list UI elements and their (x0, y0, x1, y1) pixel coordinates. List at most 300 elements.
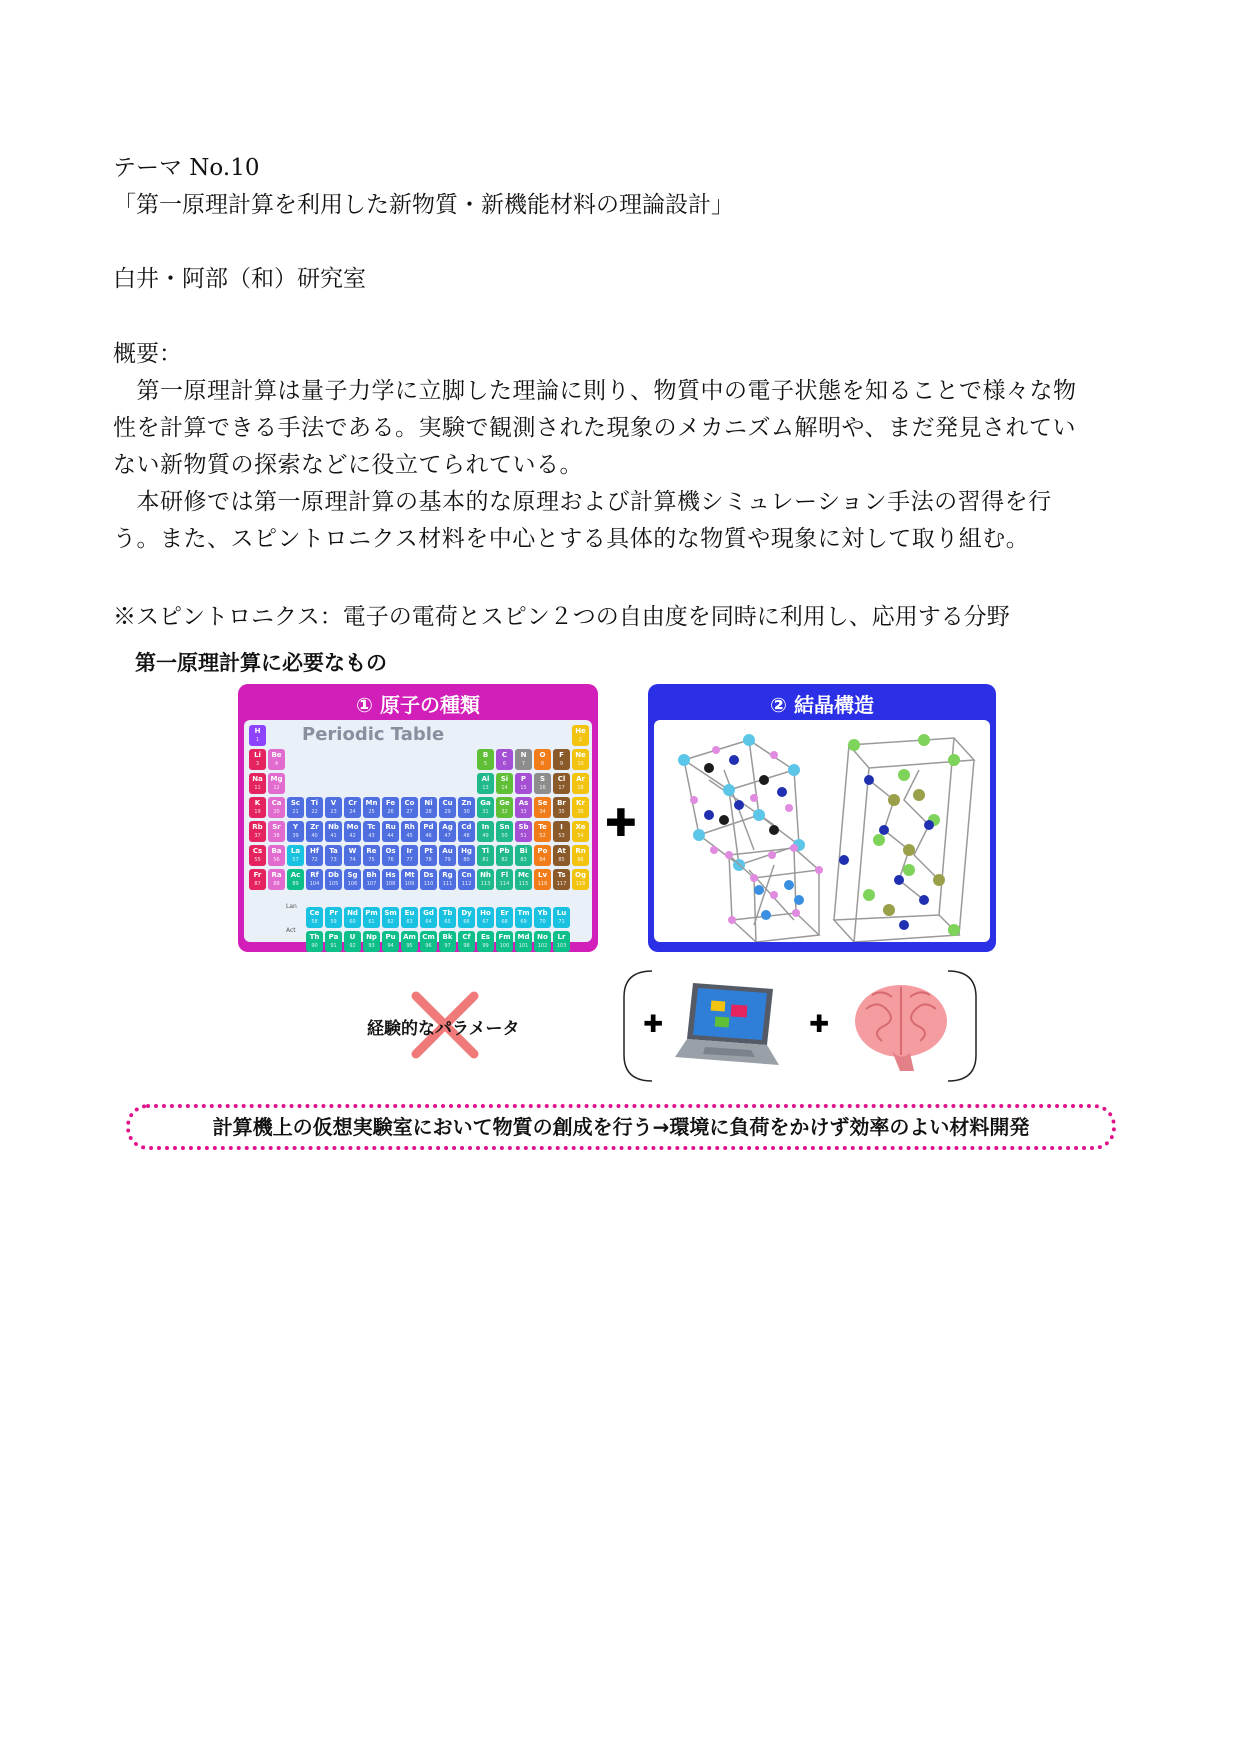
element-cell (553, 821, 570, 842)
element-cell (363, 907, 380, 928)
element-cell (287, 845, 304, 866)
element-symbol: Sr (272, 823, 281, 831)
element-symbol: Mn (365, 799, 378, 807)
element-cell (401, 931, 418, 952)
element-number: 79 (444, 857, 451, 863)
element-number: 55 (254, 857, 261, 863)
element-cell (325, 869, 342, 890)
element-symbol: No (537, 933, 548, 941)
element-symbol: Rf (310, 871, 319, 879)
element-symbol: Te (538, 823, 547, 831)
element-cell (439, 869, 456, 890)
element-symbol: P (520, 775, 527, 783)
element-symbol: Ge (499, 799, 510, 807)
summary-body (113, 373, 1077, 558)
element-cell (553, 845, 570, 866)
element-cell (344, 869, 361, 890)
element-number: 69 (520, 919, 527, 925)
element-symbol: Ba (271, 847, 282, 855)
element-number: 44 (387, 833, 394, 839)
element-symbol: Ir (406, 847, 413, 855)
element-cell (515, 797, 532, 818)
element-symbol: Cu (442, 799, 453, 807)
element-number: 54 (577, 833, 584, 839)
element-number: 49 (482, 833, 489, 839)
element-number: 53 (558, 833, 565, 839)
element-number: 100 (499, 943, 510, 949)
element-cell (268, 773, 285, 794)
element-number: 50 (501, 833, 508, 839)
plus-icon: ✚ (605, 801, 637, 845)
element-cell (382, 931, 399, 952)
element-symbol: Ra (271, 871, 282, 879)
element-number: 16 (539, 785, 546, 791)
element-cell (572, 869, 589, 890)
crystal-structure-images (654, 720, 990, 942)
laptop-icon (675, 979, 783, 1071)
element-number: 47 (444, 833, 451, 839)
element-cell (477, 845, 494, 866)
element-cell (325, 845, 342, 866)
element-symbol: Sn (499, 823, 510, 831)
element-symbol: At (557, 847, 566, 855)
conclusion-box (126, 1104, 1116, 1150)
element-cell (496, 845, 513, 866)
element-symbol: Mc (517, 871, 530, 879)
element-number: 61 (368, 919, 375, 925)
element-cell (553, 749, 570, 770)
element-number: 99 (482, 943, 489, 949)
element-symbol: Br (557, 799, 566, 807)
element-number: 41 (330, 833, 337, 839)
element-number: 92 (349, 943, 356, 949)
element-number: 105 (328, 881, 339, 887)
element-number: 94 (387, 943, 394, 949)
element-symbol: Cs (252, 847, 263, 855)
element-number: 118 (575, 881, 586, 887)
element-cell (268, 845, 285, 866)
element-cell (363, 821, 380, 842)
element-cell (553, 773, 570, 794)
element-cell (249, 773, 266, 794)
lab-name: 白井・阿部（和）研究室 (113, 266, 366, 292)
summary-line: う。また、スピントロニクス材料を中心とする具体的な物質や現象に対して取り組む。 (113, 526, 1030, 552)
element-number: 40 (311, 833, 318, 839)
element-symbol: Ni (424, 799, 433, 807)
element-number: 31 (482, 809, 489, 815)
element-number: 4 (274, 761, 279, 767)
element-cell (344, 845, 361, 866)
element-cell (534, 869, 551, 890)
element-cell (515, 907, 532, 928)
element-number: 58 (311, 919, 318, 925)
element-symbol: Fm (498, 933, 511, 941)
element-number: 37 (254, 833, 261, 839)
element-cell (382, 869, 399, 890)
element-symbol: Zr (310, 823, 319, 831)
element-symbol: Hs (385, 871, 396, 879)
element-symbol: S (539, 775, 546, 783)
element-number: 73 (330, 857, 337, 863)
element-symbol: U (349, 933, 356, 941)
element-symbol: Pu (385, 933, 396, 941)
element-symbol: W (348, 847, 357, 855)
element-symbol: Pm (365, 909, 378, 917)
element-cell (477, 907, 494, 928)
element-cell (439, 907, 456, 928)
element-cell (325, 821, 342, 842)
element-symbol: Kr (576, 799, 585, 807)
plus-icon: ✚ (643, 1010, 664, 1038)
element-symbol: Ag (442, 823, 453, 831)
element-number: 28 (425, 809, 432, 815)
element-number: 74 (349, 857, 356, 863)
element-number: 2 (578, 737, 583, 743)
element-cell (439, 931, 456, 952)
element-symbol: H (254, 727, 261, 735)
element-cell (268, 821, 285, 842)
element-symbol: O (539, 751, 546, 759)
element-number: 96 (425, 943, 432, 949)
element-cell (534, 749, 551, 770)
element-cell (458, 821, 475, 842)
element-number: 103 (556, 943, 567, 949)
element-number: 97 (444, 943, 451, 949)
element-symbol: Th (309, 933, 320, 941)
element-cell (534, 845, 551, 866)
element-number: 20 (273, 809, 280, 815)
element-cell (268, 869, 285, 890)
element-symbol: Cr (348, 799, 357, 807)
element-symbol: Dy (461, 909, 472, 917)
element-symbol: Es (481, 933, 490, 941)
element-symbol: Gd (423, 909, 434, 917)
element-cell (420, 797, 437, 818)
element-number: 63 (406, 919, 413, 925)
element-number: 52 (539, 833, 546, 839)
document-title: 「第一原理計算を利用した新物質・新機能材料の理論設計」 (113, 192, 734, 218)
element-symbol: C (501, 751, 508, 759)
element-number: 24 (349, 809, 356, 815)
element-number: 111 (442, 881, 453, 887)
element-number: 70 (539, 919, 546, 925)
element-cell (458, 797, 475, 818)
element-cell (458, 845, 475, 866)
element-cell (439, 845, 456, 866)
element-number: 19 (254, 809, 261, 815)
element-number: 15 (520, 785, 527, 791)
element-number: 87 (254, 881, 261, 887)
computer-and-brain-group (620, 967, 980, 1085)
element-cell (325, 797, 342, 818)
element-symbol: Lr (557, 933, 566, 941)
element-symbol: In (481, 823, 490, 831)
summary-line: 第一原理計算は量子力学に立脚した理論に則り、物質中の電子状態を知ることで様々な物 (113, 378, 1077, 404)
element-cell (420, 931, 437, 952)
element-number: 38 (273, 833, 280, 839)
atom-types-panel-title: ① 原子の種類 (356, 693, 480, 717)
summary-line: 性を計算できる手法である。実験で観測された現象のメカニズム解明や、まだ発見されてい (113, 415, 1077, 441)
element-symbol: Ts (557, 871, 566, 879)
figure-heading: 第一原理計算に必要なもの (135, 651, 387, 675)
element-cell (401, 821, 418, 842)
element-cell (477, 749, 494, 770)
element-number: 27 (406, 809, 413, 815)
element-cell (458, 907, 475, 928)
element-cell (249, 845, 266, 866)
element-symbol: Tb (442, 909, 453, 917)
element-symbol: Po (537, 847, 548, 855)
element-cell (439, 821, 456, 842)
element-symbol: Zn (461, 799, 472, 807)
periodic-table (244, 720, 592, 949)
element-cell (477, 931, 494, 952)
element-cell (325, 931, 342, 952)
element-number: 36 (577, 809, 584, 815)
summary-heading: 概要： (113, 341, 182, 367)
element-cell (572, 725, 589, 746)
element-number: 66 (463, 919, 470, 925)
element-number: 35 (558, 809, 565, 815)
crystal-lattice-icon (654, 720, 990, 942)
element-symbol: Nb (328, 823, 339, 831)
element-symbol: Ds (423, 871, 434, 879)
element-number: 46 (425, 833, 432, 839)
element-symbol: V (330, 799, 337, 807)
element-cell (325, 907, 342, 928)
element-number: 33 (520, 809, 527, 815)
element-symbol: Rb (252, 823, 263, 831)
element-number: 42 (349, 833, 356, 839)
element-cell (344, 907, 361, 928)
element-number: 11 (254, 785, 261, 791)
element-symbol: Pb (499, 847, 510, 855)
element-symbol: Fe (385, 799, 396, 807)
element-number: 51 (520, 833, 527, 839)
element-number: 107 (366, 881, 377, 887)
element-number: 89 (292, 881, 299, 887)
crystal-structure-panel (648, 684, 996, 952)
element-symbol: Ac (290, 871, 301, 879)
element-number: 1 (255, 737, 260, 743)
element-cell (439, 797, 456, 818)
element-cell (306, 821, 323, 842)
element-cell (363, 931, 380, 952)
element-cell (344, 931, 361, 952)
element-cell (306, 907, 323, 928)
element-number: 110 (423, 881, 434, 887)
element-symbol: Se (537, 799, 548, 807)
element-cell (553, 797, 570, 818)
element-number: 91 (330, 943, 337, 949)
element-cell (268, 749, 285, 770)
element-symbol: Na (252, 775, 263, 783)
element-cell (287, 797, 304, 818)
element-cell (458, 869, 475, 890)
element-cell (306, 869, 323, 890)
plus-icon: ✚ (809, 1010, 830, 1038)
element-symbol: Y (292, 823, 299, 831)
element-number: 104 (309, 881, 320, 887)
element-number: 75 (368, 857, 375, 863)
element-cell (534, 821, 551, 842)
element-symbol: Mg (270, 775, 283, 783)
element-cell (306, 845, 323, 866)
element-cell (420, 821, 437, 842)
lanthanide-label: Lan (286, 903, 297, 910)
element-number: 56 (273, 857, 280, 863)
element-symbol: F (559, 751, 564, 759)
element-cell (477, 869, 494, 890)
element-cell (287, 869, 304, 890)
element-number: 26 (387, 809, 394, 815)
element-number: 48 (463, 833, 470, 839)
element-cell (572, 845, 589, 866)
element-number: 71 (558, 919, 565, 925)
element-number: 85 (558, 857, 565, 863)
element-symbol: K (254, 799, 261, 807)
element-symbol: Pt (424, 847, 433, 855)
element-cell (515, 931, 532, 952)
element-cell (363, 797, 380, 818)
element-number: 82 (501, 857, 508, 863)
element-symbol: Rn (575, 847, 586, 855)
element-symbol: Co (404, 799, 415, 807)
element-number: 109 (404, 881, 415, 887)
element-symbol: Os (385, 847, 396, 855)
element-symbol: Sb (518, 823, 529, 831)
element-symbol: Fl (500, 871, 509, 879)
element-number: 6 (502, 761, 507, 767)
element-number: 112 (461, 881, 472, 887)
element-number: 102 (537, 943, 548, 949)
element-cell (306, 931, 323, 952)
element-cell (515, 821, 532, 842)
summary-line: 本研修では第一原理計算の基本的な原理および計算機シミュレーション手法の習得を行 (113, 489, 1052, 515)
element-number: 116 (537, 881, 548, 887)
element-cell (515, 773, 532, 794)
element-symbol: Al (481, 775, 490, 783)
element-cell (401, 907, 418, 928)
element-symbol: Fr (253, 871, 262, 879)
element-number: 117 (556, 881, 567, 887)
element-symbol: Cf (462, 933, 471, 941)
element-symbol: Ho (480, 909, 491, 917)
element-cell (249, 725, 266, 746)
element-number: 86 (577, 857, 584, 863)
element-symbol: Ga (480, 799, 491, 807)
element-number: 67 (482, 919, 489, 925)
element-symbol: Tc (367, 823, 376, 831)
element-number: 95 (406, 943, 413, 949)
element-number: 14 (501, 785, 508, 791)
element-number: 22 (311, 809, 318, 815)
element-cell (344, 821, 361, 842)
element-cell (496, 869, 513, 890)
element-cell (553, 907, 570, 928)
element-symbol: N (520, 751, 527, 759)
summary-line: ない新物質の探索などに役立てられている。 (113, 452, 583, 478)
element-number: 84 (539, 857, 546, 863)
element-cell (287, 821, 304, 842)
crystal-structure-panel-title: ② 結晶構造 (770, 693, 874, 717)
element-cell (401, 845, 418, 866)
element-number: 34 (539, 809, 546, 815)
element-cell (420, 907, 437, 928)
element-cell (553, 931, 570, 952)
element-symbol: La (290, 847, 301, 855)
element-symbol: Lu (556, 909, 567, 917)
element-symbol: Sm (384, 909, 397, 917)
element-symbol: Ne (575, 751, 586, 759)
element-cell (249, 797, 266, 818)
element-symbol: Be (271, 751, 282, 759)
element-number: 60 (349, 919, 356, 925)
element-symbol: Li (254, 751, 261, 759)
element-cell (515, 749, 532, 770)
element-cell (363, 845, 380, 866)
element-cell (420, 869, 437, 890)
element-cell (534, 797, 551, 818)
element-number: 115 (518, 881, 529, 887)
element-number: 21 (292, 809, 299, 815)
element-symbol: Np (366, 933, 377, 941)
element-symbol: Sg (347, 871, 358, 879)
element-symbol: Au (442, 847, 453, 855)
element-cell (420, 845, 437, 866)
element-cell (496, 931, 513, 952)
element-symbol: Si (500, 775, 509, 783)
element-cell (363, 869, 380, 890)
element-number: 29 (444, 809, 451, 815)
element-number: 5 (483, 761, 488, 767)
element-symbol: Rh (404, 823, 415, 831)
element-number: 68 (501, 919, 508, 925)
element-symbol: Og (575, 871, 586, 879)
element-cell (382, 797, 399, 818)
element-number: 108 (385, 881, 396, 887)
element-number: 12 (273, 785, 280, 791)
element-symbol: B (482, 751, 489, 759)
element-symbol: Bi (519, 847, 528, 855)
element-symbol: Ar (576, 775, 585, 783)
element-number: 106 (347, 881, 358, 887)
element-symbol: Mt (404, 871, 415, 879)
element-number: 9 (559, 761, 564, 767)
atom-types-panel (238, 684, 598, 952)
element-symbol: Er (500, 909, 509, 917)
element-symbol: As (518, 799, 529, 807)
element-symbol: Hf (310, 847, 319, 855)
element-symbol: Ti (310, 799, 319, 807)
element-number: 32 (501, 809, 508, 815)
actinide-label: Act (286, 927, 296, 934)
element-cell (477, 773, 494, 794)
element-symbol: Hg (461, 847, 472, 855)
element-cell (496, 821, 513, 842)
element-number: 39 (292, 833, 299, 839)
element-cell (401, 797, 418, 818)
element-symbol: Cd (461, 823, 472, 831)
element-number: 57 (292, 857, 299, 863)
element-number: 65 (444, 919, 451, 925)
element-symbol: Nd (347, 909, 358, 917)
element-symbol: Lv (537, 871, 548, 879)
element-number: 30 (463, 809, 470, 815)
element-cell (572, 797, 589, 818)
element-number: 17 (558, 785, 565, 791)
element-cell (249, 749, 266, 770)
